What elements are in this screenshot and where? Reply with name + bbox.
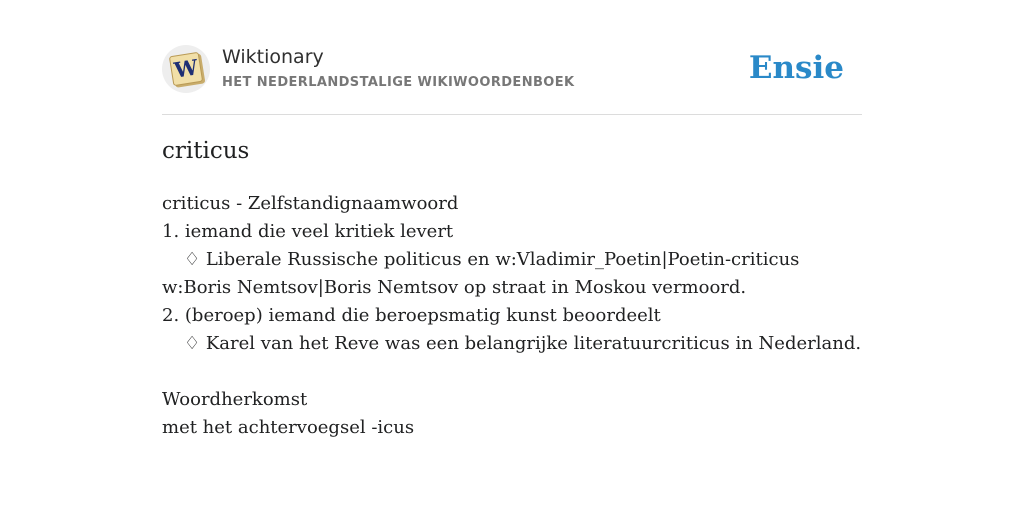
page-title: criticus	[162, 138, 250, 164]
sense-definition-2: 2. (beroep) iemand die beroepsmatig kunst beoordeelt	[162, 305, 661, 326]
wiktionary-logo-icon: W	[169, 52, 203, 86]
part-of-speech-line: criticus - Zelfstandignaamwoord	[162, 193, 459, 214]
site-title[interactable]: Wiktionary	[222, 46, 324, 68]
sense-example-1: ♢ Liberale Russische politicus en w:Vladimir_Poetin|Poetin-criticus w:Boris Nemtsov|Boris Nemtsov op straat in Moskou vermoord.	[162, 249, 800, 298]
site-header	[162, 0, 862, 115]
sense-example-2: ♢ Karel van het Reve was een belangrijke literatuurcriticus in Nederland.	[184, 333, 862, 354]
ensie-brand-link[interactable]: Ensie	[748, 50, 844, 86]
etymology-heading: Woordherkomst	[162, 389, 308, 410]
section-spacer	[162, 358, 862, 386]
sense-definition-1: 1. iemand die veel kritiek levert	[162, 221, 454, 242]
etymology-text: met het achtervoegsel -icus	[162, 417, 415, 438]
wiktionary-logo[interactable]	[162, 45, 210, 93]
entry-body	[162, 190, 862, 442]
page-container	[162, 0, 862, 438]
site-subtitle: HET NEDERLANDSTALIGE WIKIWOORDENBOEK	[222, 75, 575, 90]
